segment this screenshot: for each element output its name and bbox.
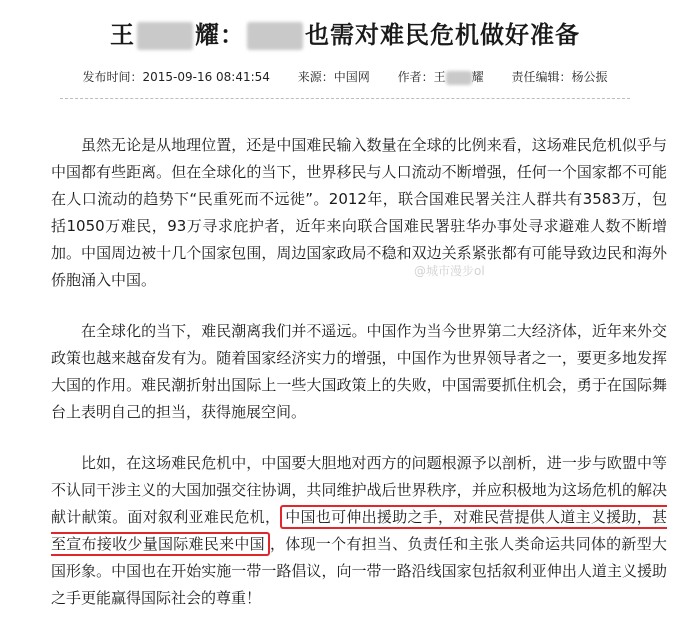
meta-divider (60, 98, 630, 99)
redacted-blur (446, 71, 472, 85)
author-name-part-1: 王 (433, 70, 446, 84)
author-info (398, 70, 484, 84)
watermark: @城市漫步ol (414, 264, 485, 278)
redacted-blur (137, 22, 193, 50)
publish-label: 发布时间： (82, 70, 143, 84)
source-label: 来源： (297, 70, 334, 84)
editor-name: 杨公振 (571, 70, 608, 84)
title-part-1: 王 (110, 21, 135, 49)
title-part-3: 也需对难民危机做好准备 (305, 21, 580, 49)
source-info (298, 70, 370, 84)
paragraph-3-before: 比如，在这场难民危机中，中国要大胆地对西方的问题根源予以剖析，进一步与欧盟中等不认同干涉主义的大国加强交往协调，共同维护战后世界秩序，并应积极地为这场危机的解决献计献策。面对叙利亚难民危机， (51, 454, 667, 526)
paragraph-3-after: ，体现一个有担当、负责任和主张人类命运共同体的新型大国形象。中国也在开始实施一带一路倡议，向一带一路沿线国家包括叙利亚伸出人道主义援助之手更能赢得国际社会的尊重！ (51, 535, 667, 607)
editor-label: 责任编辑： (511, 70, 572, 84)
article-meta (0, 68, 690, 86)
paragraph-1: 虽然无论是从地理位置，还是中国难民输入数量在全球的比例来看，这场难民危机似乎与中国都有些距离。但在全球化的当下，世界移民与人口流动不断增强，任何一个国家都不可能在人口流动的趋势下“民重死而不远徙”。2012年，联合国难民署关注人群共有3583万，包括1050万难民，93万寻求庇护者，近年来向联合国难民署驻华办事处寻求避难人数不断增加。中国周边被十几个国家包围，周边国家政局不稳和双边关系紧张都有可能导致边民和海外侨胞涌入中国。 (51, 136, 667, 289)
publish-info (82, 70, 269, 84)
paragraph-3 (51, 450, 667, 612)
article-title (0, 16, 690, 54)
source-name[interactable]: 中国网 (333, 70, 370, 84)
editor-info (512, 70, 608, 84)
author-label: 作者： (397, 70, 434, 84)
highlighted-sentence: 中国也可伸出援助之手，对难民营提供人道主义援助，甚至宣布接收少量国际难民来中国 (51, 505, 667, 556)
article-body (51, 132, 667, 636)
publish-time: 2015-09-16 08:41:54 (142, 70, 270, 84)
author-name-part-2: 耀 (471, 70, 484, 84)
redacted-blur (247, 22, 303, 50)
title-part-2: 耀： (195, 21, 245, 49)
paragraph-2: 在全球化的当下，难民潮离我们并不遥远。中国作为当今世界第二大经济体，近年来外交政策也越来越奋发有为。随着国家经济实力的增强，中国作为世界领导者之一，要更多地发挥大国的作用。难民潮折射出国际上一些大国政策上的失败，中国需要抓住机会，勇于在国际舞台上表明自己的担当，获得施展空间。 (51, 322, 667, 421)
